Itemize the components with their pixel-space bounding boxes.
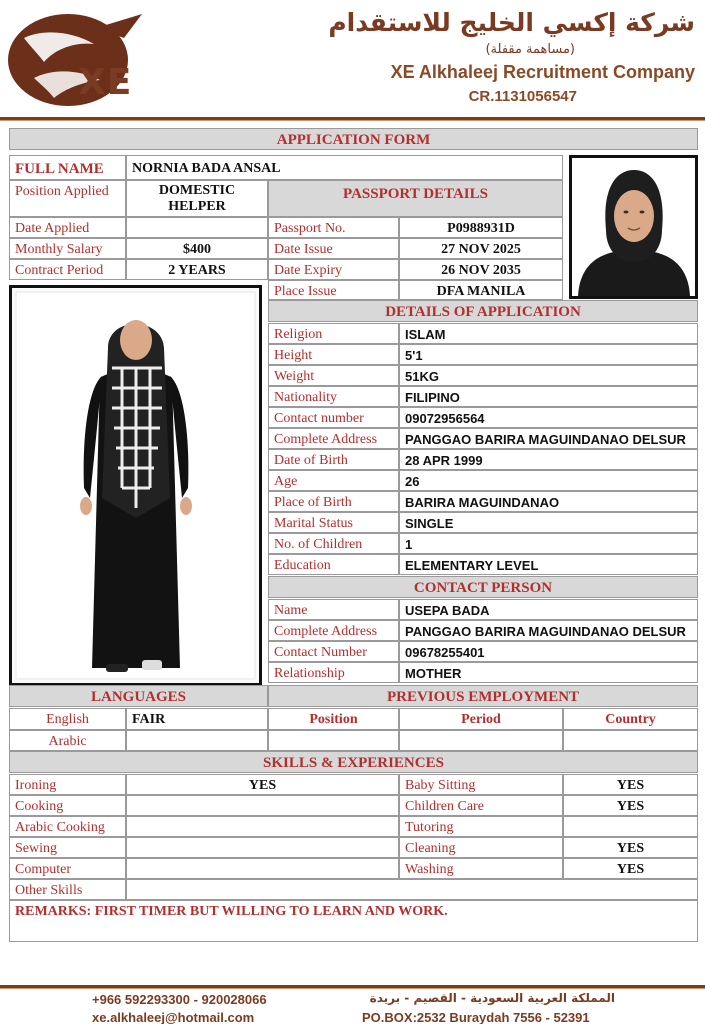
detail-value: 51KG bbox=[399, 365, 698, 386]
skill-value bbox=[126, 816, 399, 837]
employment-position-header: Position bbox=[268, 708, 399, 730]
detail-label: Religion bbox=[268, 323, 399, 344]
skill-value: YES bbox=[563, 837, 698, 858]
skill-label: Other Skills bbox=[9, 879, 126, 900]
skill-value: YES bbox=[563, 858, 698, 879]
skill-value bbox=[126, 795, 399, 816]
skill-label: Washing bbox=[399, 858, 563, 879]
contact-label: Contact Number bbox=[268, 641, 399, 662]
other-skills-value bbox=[126, 879, 698, 900]
detail-label: Weight bbox=[268, 365, 399, 386]
skill-value bbox=[563, 816, 698, 837]
language-arabic-value bbox=[126, 730, 268, 751]
date-expiry-value: 26 NOV 2035 bbox=[399, 259, 563, 280]
footer-arabic-address: المملكة العربية السعودية - القصيم - بريدة bbox=[369, 991, 615, 1005]
contact-label: Name bbox=[268, 599, 399, 620]
contact-label: Relationship bbox=[268, 662, 399, 683]
detail-label: No. of Children bbox=[268, 533, 399, 554]
date-expiry-label: Date Expiry bbox=[268, 259, 399, 280]
detail-label: Date of Birth bbox=[268, 449, 399, 470]
form-title: APPLICATION FORM bbox=[9, 128, 698, 150]
date-applied-value bbox=[126, 217, 268, 238]
contact-value: PANGGAO BARIRA MAGUINDANAO DELSUR bbox=[399, 620, 698, 641]
skill-value: YES bbox=[563, 795, 698, 816]
skill-label: Baby Sitting bbox=[399, 774, 563, 795]
position-applied-label: Position Applied bbox=[9, 180, 126, 217]
language-english-value: FAIR bbox=[126, 708, 268, 730]
footer-phone: +966 592293300 - 920028066 bbox=[92, 992, 267, 1007]
cr-number: CR.1131056547 bbox=[468, 88, 577, 105]
contract-period-label: Contract Period bbox=[9, 259, 126, 280]
detail-label: Education bbox=[268, 554, 399, 575]
skill-label: Ironing bbox=[9, 774, 126, 795]
date-applied-label: Date Applied bbox=[9, 217, 126, 238]
skill-value bbox=[126, 837, 399, 858]
skill-label: Children Care bbox=[399, 795, 563, 816]
contact-label: Complete Address bbox=[268, 620, 399, 641]
footer-email: xe.alkhaleej@hotmail.com bbox=[92, 1010, 255, 1024]
footer-pobox: PO.BOX:2532 Buraydah 7556 - 52391 bbox=[362, 1010, 590, 1024]
skill-label: Cleaning bbox=[399, 837, 563, 858]
contact-value: 09678255401 bbox=[399, 641, 698, 662]
detail-value: 1 bbox=[399, 533, 698, 554]
place-issue-value: DFA MANILA bbox=[399, 280, 563, 300]
skill-label: Cooking bbox=[9, 795, 126, 816]
detail-value: 09072956564 bbox=[399, 407, 698, 428]
arabic-company-name: شركة إكسي الخليج للاستقدام bbox=[328, 8, 695, 37]
detail-value: FILIPINO bbox=[399, 386, 698, 407]
contact-value: USEPA BADA bbox=[399, 599, 698, 620]
arabic-subtitle: (مساهمة مقفلة) bbox=[485, 42, 575, 57]
position-applied-value: DOMESTIC HELPER bbox=[126, 180, 268, 217]
detail-value: 5'1 bbox=[399, 344, 698, 365]
languages-header: LANGUAGES bbox=[9, 685, 268, 707]
place-issue-label: Place Issue bbox=[268, 280, 399, 300]
employment-country-cell bbox=[563, 730, 698, 751]
monthly-salary-value: $400 bbox=[126, 238, 268, 259]
detail-value: 26 bbox=[399, 470, 698, 491]
detail-value: PANGGAO BARIRA MAGUINDANAO DELSUR bbox=[399, 428, 698, 449]
skill-label: Sewing bbox=[9, 837, 126, 858]
footer-divider-thin bbox=[0, 988, 705, 989]
passport-details-header: PASSPORT DETAILS bbox=[268, 180, 563, 217]
full-name-label: FULL NAME bbox=[9, 155, 126, 180]
passport-no-value: P0988931D bbox=[399, 217, 563, 238]
detail-label: Marital Status bbox=[268, 512, 399, 533]
employment-period-cell bbox=[399, 730, 563, 751]
date-issue-label: Date Issue bbox=[268, 238, 399, 259]
detail-label: Complete Address bbox=[268, 428, 399, 449]
date-issue-value: 27 NOV 2025 bbox=[399, 238, 563, 259]
remarks: REMARKS: FIRST TIMER BUT WILLING TO LEARN AND WORK. bbox=[9, 900, 698, 942]
details-of-application-header: DETAILS OF APPLICATION bbox=[268, 300, 698, 322]
previous-employment-header: PREVIOUS EMPLOYMENT bbox=[268, 685, 698, 707]
contact-value: MOTHER bbox=[399, 662, 698, 683]
detail-value: 28 APR 1999 bbox=[399, 449, 698, 470]
detail-value: ELEMENTARY LEVEL bbox=[399, 554, 698, 575]
english-company-name: XE Alkhaleej Recruitment Company bbox=[390, 62, 695, 82]
detail-label: Place of Birth bbox=[268, 491, 399, 512]
header-divider-thin bbox=[0, 120, 705, 121]
detail-value: SINGLE bbox=[399, 512, 698, 533]
detail-value: ISLAM bbox=[399, 323, 698, 344]
detail-value: BARIRA MAGUINDANAO bbox=[399, 491, 698, 512]
contract-period-value: 2 YEARS bbox=[126, 259, 268, 280]
detail-label: Contact number bbox=[268, 407, 399, 428]
skill-label: Arabic Cooking bbox=[9, 816, 126, 837]
skill-label: Tutoring bbox=[399, 816, 563, 837]
detail-label: Age bbox=[268, 470, 399, 491]
skill-value bbox=[126, 858, 399, 879]
employment-period-header: Period bbox=[399, 708, 563, 730]
language-english-label: English bbox=[9, 708, 126, 730]
skill-value: YES bbox=[126, 774, 399, 795]
monthly-salary-label: Monthly Salary bbox=[9, 238, 126, 259]
employment-position-cell bbox=[268, 730, 399, 751]
employment-country-header: Country bbox=[563, 708, 698, 730]
full-body-photo bbox=[9, 285, 262, 686]
logo-text: XE bbox=[78, 62, 133, 103]
skills-header: SKILLS & EXPERIENCES bbox=[9, 751, 698, 773]
skill-label: Computer bbox=[9, 858, 126, 879]
skill-value: YES bbox=[563, 774, 698, 795]
detail-label: Nationality bbox=[268, 386, 399, 407]
detail-label: Height bbox=[268, 344, 399, 365]
full-name-value: NORNIA BADA ANSAL bbox=[126, 155, 563, 180]
contact-person-header: CONTACT PERSON bbox=[268, 576, 698, 598]
passport-photo bbox=[569, 155, 698, 299]
language-arabic-label: Arabic bbox=[9, 730, 126, 751]
passport-no-label: Passport No. bbox=[268, 217, 399, 238]
